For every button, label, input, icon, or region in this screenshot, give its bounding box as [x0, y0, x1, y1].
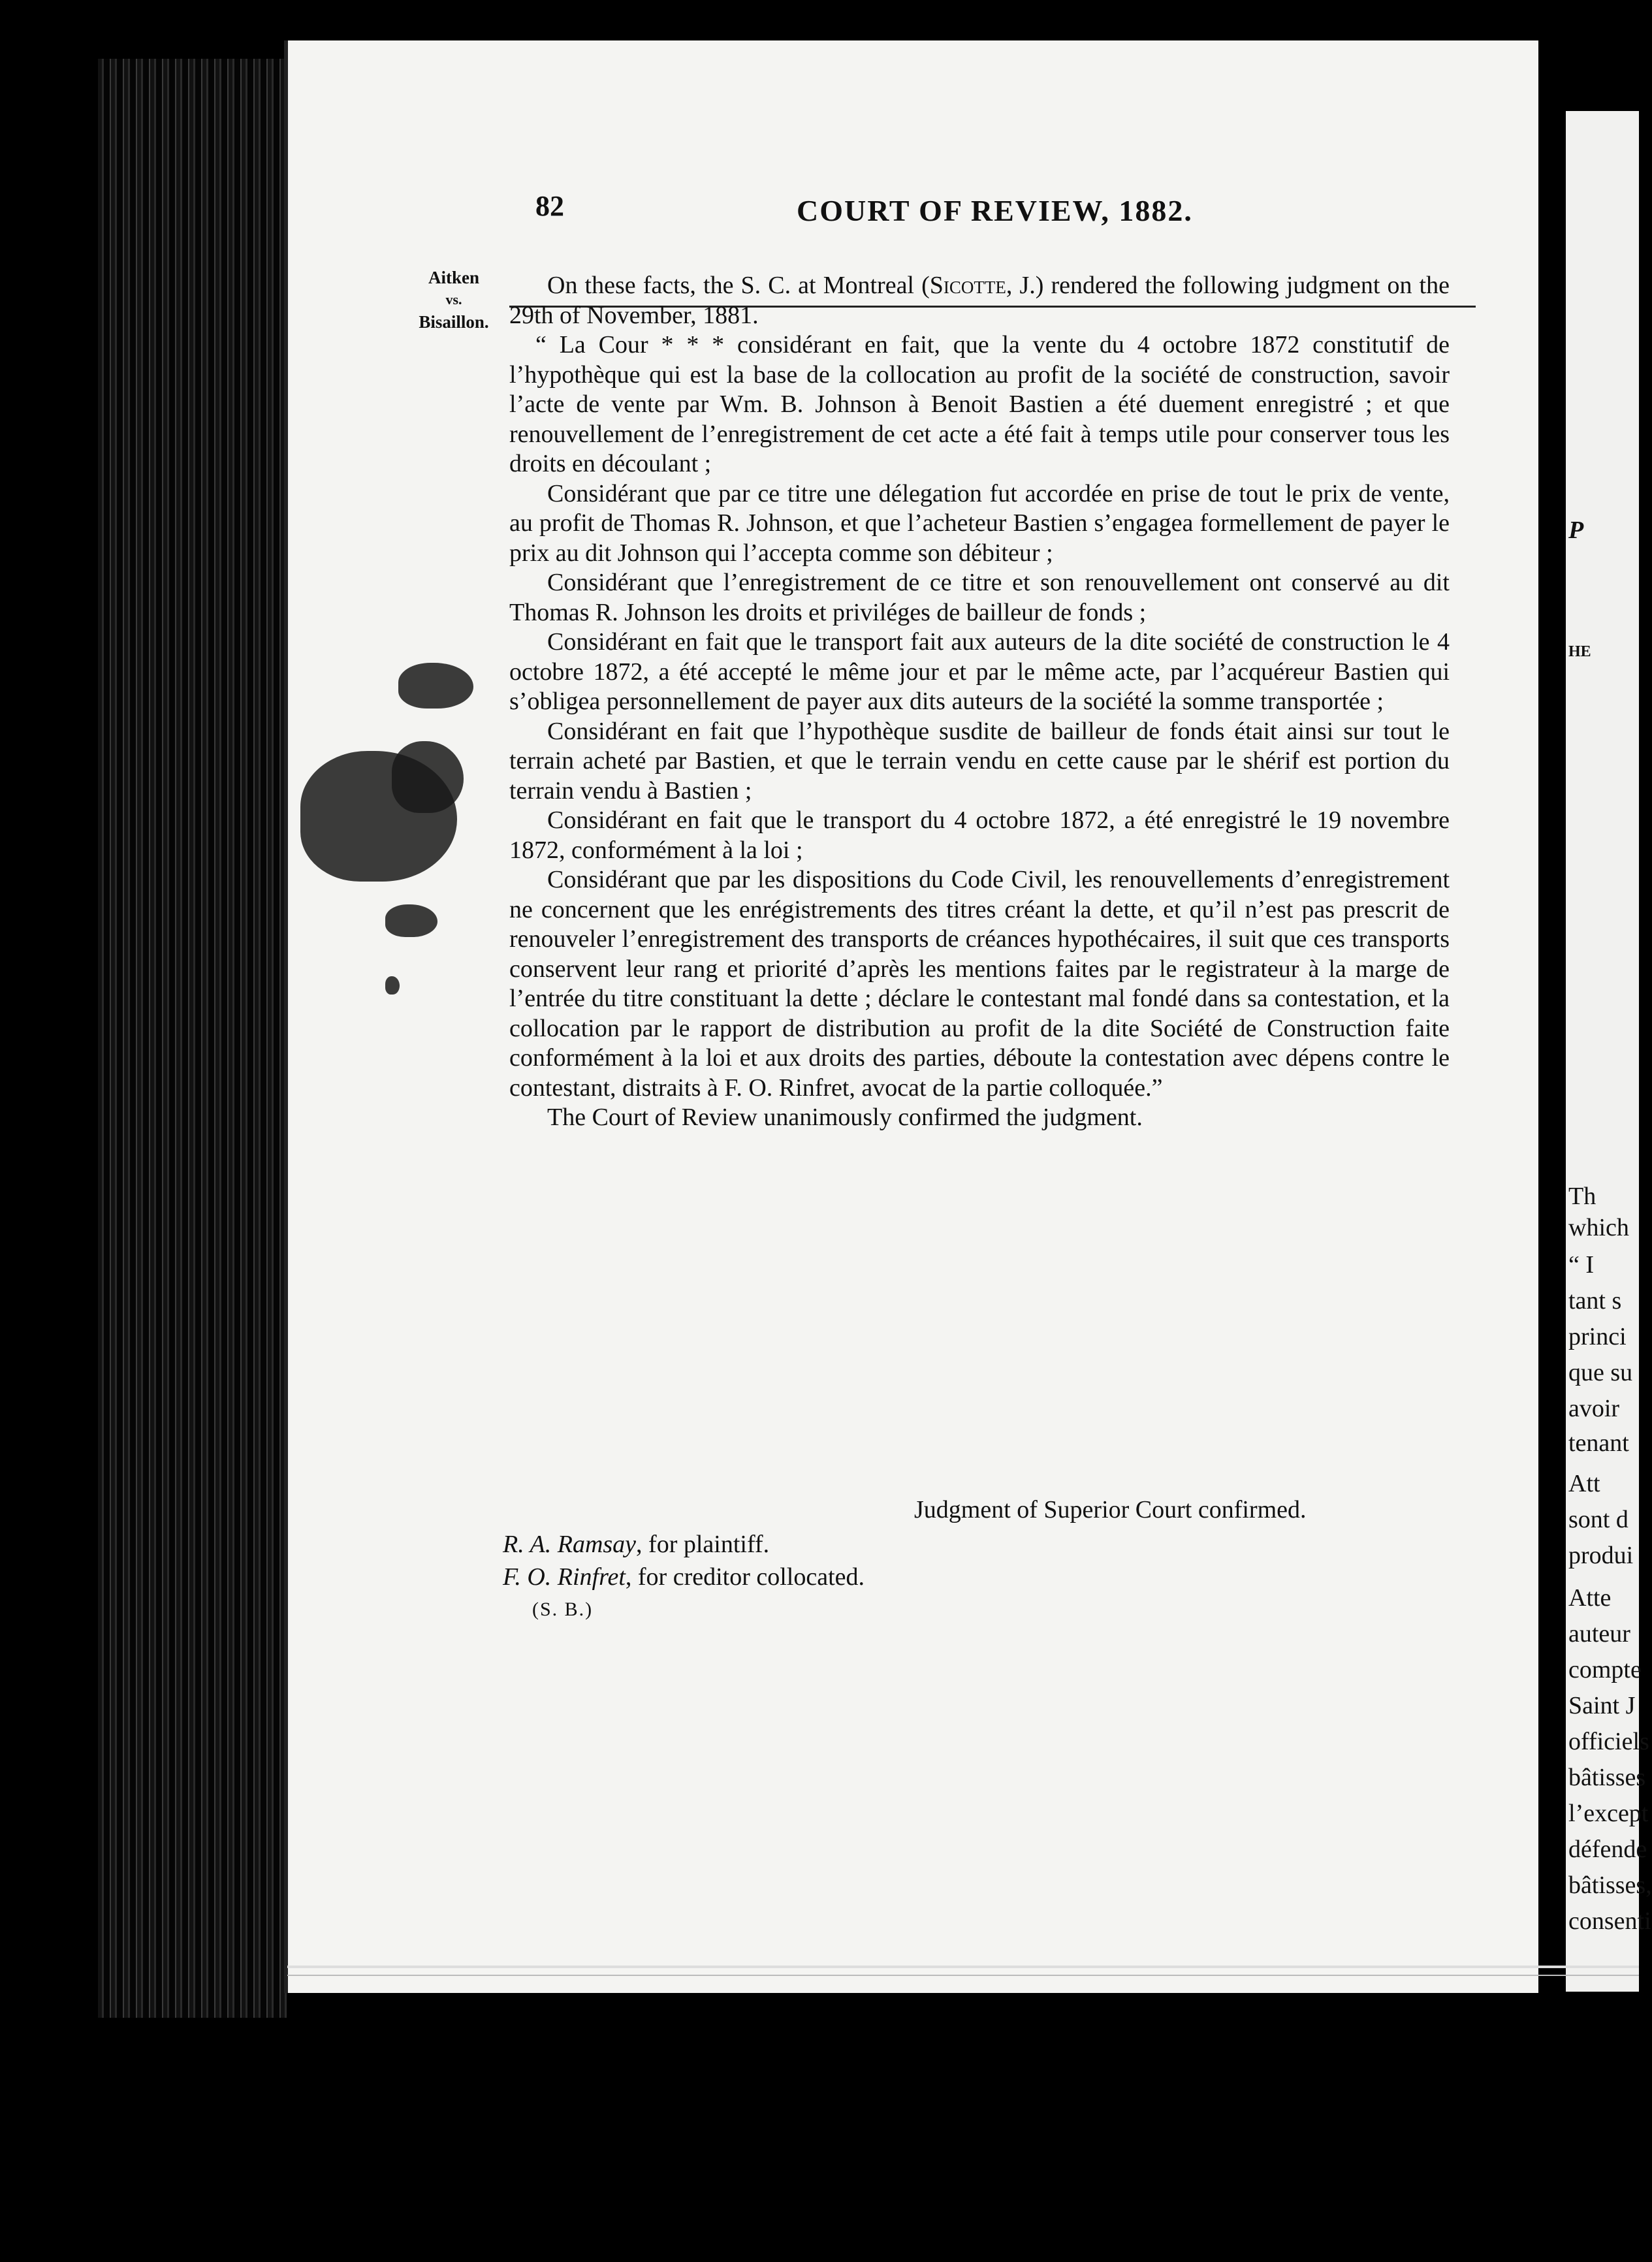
- judgment-body: [509, 271, 1450, 1133]
- adjacent-fragment: défende: [1568, 1836, 1647, 1863]
- creditor-counsel-name: F. O. Rinfret: [503, 1563, 626, 1591]
- intro-paragraph: [509, 271, 1450, 330]
- adjacent-fragment: produi: [1568, 1542, 1634, 1569]
- margin-note-versus: vs.: [445, 291, 462, 308]
- judgment-paragraph: Considérant en fait que le transport du 4 octobre 1872, a été enregistré le 19 novembre 1872, conformément à la loi ;: [509, 806, 1450, 864]
- ink-stain: [385, 904, 437, 937]
- judgment-paragraph: Considérant que par ce titre une délegation fut accordée en prise de tout le prix de vente, au profit de Thomas R. Johnson, et que l’acheteur Bastien s’engagea formellement de payer le prix au dit Johnson qui l’accepta comme son débiteur ;: [509, 479, 1450, 567]
- case-margin-note: [405, 266, 503, 333]
- adjacent-fragment: bâtisses: [1568, 1764, 1646, 1791]
- judgment-result: Judgment of Superior Court confirmed.: [914, 1496, 1307, 1523]
- ink-stain: [392, 741, 464, 813]
- adjacent-fragment: bâtisses,: [1568, 1872, 1652, 1899]
- counsel-block: [503, 1528, 865, 1626]
- creditor-counsel-role: , for creditor collocated.: [625, 1563, 865, 1591]
- adjacent-fragment: Att: [1568, 1470, 1600, 1497]
- adjacent-fragment: Th: [1568, 1183, 1596, 1210]
- adjacent-fragment: compte: [1568, 1656, 1642, 1683]
- judgment-paragraph: Considérant que par les dispositions du Code Civil, les renouvellements d’enregistrement ne concernent que les enrégistrements des titres créant la dette, et qu’il n’est pas prescrit de renouveler l’enregistrement des transports de créances hypothécaires, il suit que ces transports conservent leur rang et priorité d’après les mentions faites par le registrateur à la marge de l’entrée du titre constituant la dette ; déclare le contestant mal fondé dans sa contestation, et la collocation par le rapport de distribution au profit de la dite Société de Construction faite conformément à la loi et aux droits des parties, déboute la contestation avec dépens contre le contestant, distraits à F. O. Rinfret, avocat de la partie colloquée.”: [509, 866, 1450, 1102]
- judgment-paragraph: Considérant que l’enregistrement de ce titre et son renouvellement ont conservé au dit Thomas R. Johnson les droits et priviléges de bailleur de fonds ;: [509, 569, 1450, 626]
- adjacent-fragment: sont d: [1568, 1506, 1628, 1533]
- ink-stain: [385, 976, 400, 995]
- adjacent-fragment: auteur: [1568, 1620, 1630, 1648]
- adjacent-fragment: HE: [1568, 643, 1591, 660]
- adjacent-fragment: Saint J: [1568, 1692, 1636, 1719]
- review-decision: The Court of Review unanimously confirmed the judgment.: [547, 1104, 1143, 1131]
- adjacent-fragment: Atte: [1568, 1584, 1612, 1612]
- adjacent-fragment: which: [1568, 1214, 1629, 1241]
- adjacent-fragment: P: [1568, 517, 1584, 544]
- plaintiff-counsel-role: , for plaintiff.: [636, 1531, 770, 1558]
- judgment-paragraph: Considérant en fait que le transport fait aux auteurs de la dite société de construction le 4 octobre 1872, a été accepté le même jour et par le même acte, par l’acquéreur Bastien qui s’obligea personnellement de payer aux dits auteurs de la société la somme transportée ;: [509, 628, 1450, 715]
- adjacent-page-edge: [1566, 111, 1652, 1992]
- adjacent-fragment: avoir: [1568, 1395, 1620, 1422]
- adjacent-fragment: tant s: [1568, 1287, 1622, 1314]
- margin-note-party-1: Aitken: [428, 268, 479, 287]
- book-spine: [98, 59, 287, 2018]
- adjacent-fragment: tenant: [1568, 1429, 1629, 1457]
- page-bottom-rule: [287, 1975, 1639, 1976]
- adjacent-fragment: “ I: [1568, 1251, 1595, 1279]
- margin-note-party-2: Bisaillon.: [419, 312, 489, 332]
- adjacent-fragment: que su: [1568, 1359, 1633, 1386]
- ink-stain: [398, 663, 473, 709]
- running-title: COURT OF REVIEW, 1882.: [797, 194, 1193, 227]
- plaintiff-counsel: [503, 1528, 865, 1561]
- page-bottom-rule: [287, 1966, 1639, 1968]
- adjacent-fragment: princi: [1568, 1323, 1627, 1350]
- page-number: 82: [535, 190, 564, 222]
- adjacent-fragment: l’except: [1568, 1800, 1649, 1827]
- judgment-paragraph: “ La Cour * * * considérant en fait, que la vente du 4 octobre 1872 constitutif de l’hypothèque qui est la base de la collocation au profit de la société de construction, savoir l’acte de vente par Wm. B. Johnson à Benoit Bastien a été duement enregistré ; et que renouvellement de l’enregistrement de cet acte a été fait à temps utile pour conserver tous les droits en découlant ;: [509, 331, 1450, 477]
- creditor-counsel: [503, 1561, 865, 1593]
- reporter-initials: (S. B.): [532, 1599, 594, 1620]
- intro-text: On these facts, the S. C. at Montreal (: [547, 272, 930, 299]
- plaintiff-counsel-name: R. A. Ramsay: [503, 1531, 637, 1558]
- judge-name: Sicotte: [929, 272, 1006, 299]
- adjacent-fragment: consenti: [1568, 1907, 1651, 1935]
- adjacent-fragment: officiels: [1568, 1728, 1649, 1755]
- intro-text-cont: , J.) rendered the following judgment on the 29th of November, 1881.: [509, 272, 1450, 329]
- judgment-paragraph: Considérant en fait que l’hypothèque susdite de bailleur de fonds était ainsi sur tout le terrain acheté par Bastien, et que le terrain vendu en cette cause par le shérif est portion du terrain vendu à Bastien ;: [509, 717, 1450, 804]
